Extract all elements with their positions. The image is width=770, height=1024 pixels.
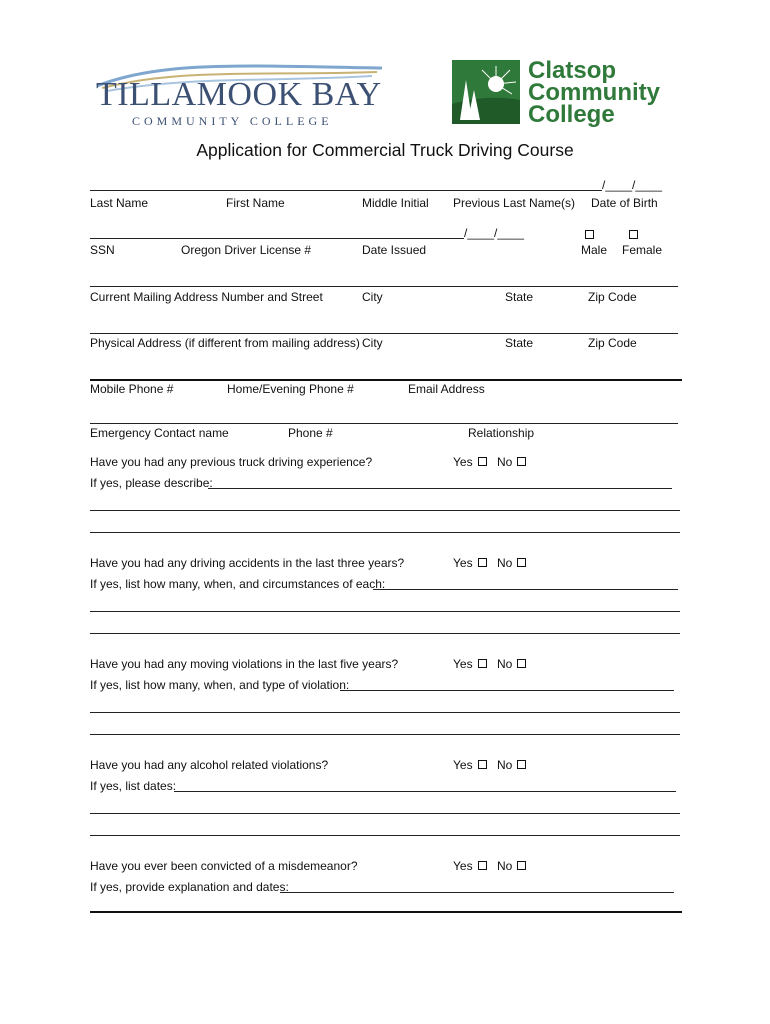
name-dob-line[interactable]: [90, 190, 602, 191]
no-label: No: [497, 657, 513, 671]
home-phone-label: Home/Evening Phone #: [227, 382, 354, 396]
tillamook-bay-logo: [92, 58, 387, 130]
followup-label: If yes, list how many, when, and circumstances of each:: [90, 577, 386, 591]
emergency-contact-line[interactable]: [90, 423, 678, 424]
physical-address-label: Physical Address (if different from mailing address): [90, 336, 360, 350]
male-checkbox[interactable]: [585, 230, 594, 239]
yes-option[interactable]: [453, 859, 487, 873]
yes-label: Yes: [453, 859, 473, 873]
answer-line[interactable]: [90, 734, 680, 735]
mailing-zip-label: Zip Code: [588, 290, 637, 304]
answer-line[interactable]: [90, 510, 680, 511]
yes-label: Yes: [453, 455, 473, 469]
male-label: Male: [581, 243, 608, 257]
mailing-state-label: State: [505, 290, 534, 304]
yes-option[interactable]: [453, 758, 487, 772]
female-label: Female: [622, 243, 663, 257]
no-label: No: [497, 859, 513, 873]
dob-slashes: /____/____: [602, 178, 663, 192]
followup-label: If yes, list dates:: [90, 779, 177, 793]
female-checkbox[interactable]: [629, 230, 638, 239]
question-text: Have you had any driving accidents in the last three years?: [90, 556, 405, 570]
yes-option[interactable]: [453, 657, 487, 671]
bottom-divider: [90, 911, 682, 913]
no-option[interactable]: [497, 657, 526, 671]
yes-option[interactable]: [453, 455, 487, 469]
mailing-city-label: City: [362, 290, 383, 304]
clatsop-logo: [452, 58, 682, 130]
previous-last-name-label: Previous Last Name(s): [453, 196, 576, 210]
no-option[interactable]: [497, 556, 526, 570]
answer-line[interactable]: [373, 589, 678, 590]
followup-label: If yes, provide explanation and dates:: [90, 880, 289, 894]
tillamook-sub: COMMUNITY COLLEGE: [132, 114, 333, 128]
yes-label: Yes: [453, 657, 473, 671]
last-name-label: Last Name: [90, 196, 149, 210]
answer-line[interactable]: [90, 813, 680, 814]
yes-checkbox[interactable]: [478, 457, 487, 466]
yes-checkbox[interactable]: [478, 861, 487, 870]
phone-divider: [90, 379, 682, 381]
email-label: Email Address: [408, 382, 485, 396]
dob-label: Date of Birth: [591, 196, 658, 210]
yes-option[interactable]: [453, 556, 487, 570]
tillamook-name: TILLAMOOK BAY: [96, 76, 382, 113]
no-option[interactable]: [497, 859, 526, 873]
no-label: No: [497, 556, 513, 570]
ssn-label: SSN: [90, 243, 115, 257]
no-checkbox[interactable]: [517, 760, 526, 769]
answer-line[interactable]: [174, 791, 676, 792]
question-text: Have you ever been convicted of a misdemeanor?: [90, 859, 358, 873]
followup-label: If yes, please describe:: [90, 476, 213, 490]
mobile-phone-label: Mobile Phone #: [90, 382, 174, 396]
middle-initial-label: Middle Initial: [362, 196, 429, 210]
answer-line[interactable]: [90, 532, 680, 533]
clatsop-line2: Community: [528, 79, 660, 106]
physical-zip-label: Zip Code: [588, 336, 637, 350]
no-checkbox[interactable]: [517, 861, 526, 870]
yes-checkbox[interactable]: [478, 659, 487, 668]
answer-line[interactable]: [340, 690, 674, 691]
yes-checkbox[interactable]: [478, 760, 487, 769]
no-label: No: [497, 758, 513, 772]
relationship-label: Relationship: [468, 426, 535, 440]
no-checkbox[interactable]: [517, 457, 526, 466]
answer-line[interactable]: [280, 892, 674, 893]
answer-line[interactable]: [90, 712, 680, 713]
question-text: Have you had any moving violations in the last five years?: [90, 657, 399, 671]
no-label: No: [497, 455, 513, 469]
license-label: Oregon Driver License #: [181, 243, 312, 257]
yes-checkbox[interactable]: [478, 558, 487, 567]
question-text: Have you had any previous truck driving experience?: [90, 455, 373, 469]
no-checkbox[interactable]: [517, 558, 526, 567]
no-checkbox[interactable]: [517, 659, 526, 668]
page-title: Application for Commercial Truck Driving Course: [196, 140, 574, 160]
clatsop-line1: Clatsop: [528, 57, 617, 84]
yes-label: Yes: [453, 758, 473, 772]
mailing-address-label: Current Mailing Address Number and Street: [90, 290, 323, 304]
emergency-phone-label: Phone #: [288, 426, 333, 440]
date-issued-slashes: /____/____: [464, 226, 525, 240]
clatsop-emblem-icon: [452, 60, 520, 124]
physical-address-line[interactable]: [90, 333, 678, 334]
question-text: Have you had any alcohol related violations?: [90, 758, 329, 772]
emergency-contact-label: Emergency Contact name: [90, 426, 229, 440]
answer-line[interactable]: [208, 488, 672, 489]
yes-label: Yes: [453, 556, 473, 570]
answer-line[interactable]: [90, 835, 680, 836]
answer-line[interactable]: [90, 611, 680, 612]
date-issued-label: Date Issued: [362, 243, 427, 257]
physical-state-label: State: [505, 336, 534, 350]
no-option[interactable]: [497, 758, 526, 772]
physical-city-label: City: [362, 336, 383, 350]
answer-line[interactable]: [90, 633, 680, 634]
clatsop-line3: College: [528, 101, 615, 128]
ssn-license-line[interactable]: [90, 238, 464, 239]
no-option[interactable]: [497, 455, 526, 469]
first-name-label: First Name: [226, 196, 285, 210]
mailing-address-line[interactable]: [90, 286, 678, 287]
followup-label: If yes, list how many, when, and type of violation:: [90, 678, 350, 692]
